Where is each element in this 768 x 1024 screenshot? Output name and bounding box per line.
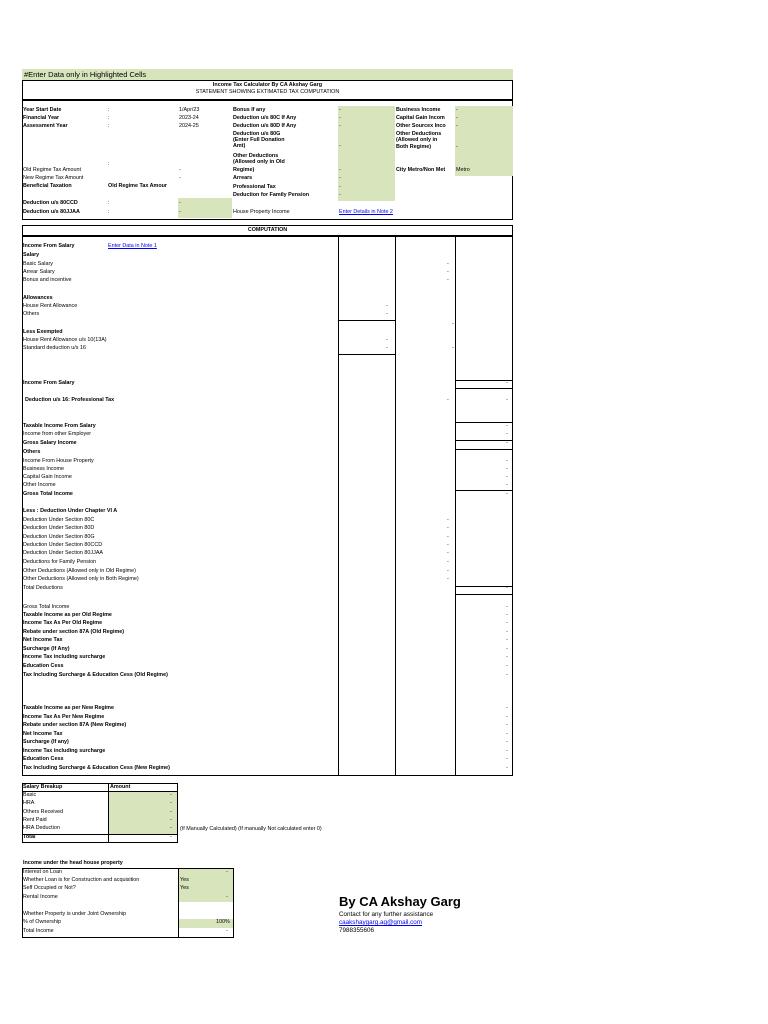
interest-label: Interest on Loan: [23, 869, 62, 875]
others-label: Others: [23, 311, 40, 317]
others-heading: Others: [23, 449, 41, 455]
cess-new-value: -: [506, 756, 508, 762]
cess-old-value: -: [506, 663, 508, 669]
gross-total-2-value: -: [506, 604, 508, 610]
final-new-label: Tax Including Surcharge & Education Cess (New Regime): [23, 765, 170, 771]
income-from-salary-heading: Income From Salary: [23, 243, 75, 249]
ded-80ccd-value: -: [179, 200, 181, 206]
house-property-income-value: -: [506, 458, 508, 464]
other-income-label: Other Income: [23, 482, 56, 488]
other-ded-both-label-3: Both Regime): [396, 144, 432, 150]
row-separator: [455, 440, 513, 441]
allowances-heading: Allowances: [23, 295, 53, 301]
bonus-label: Bonus If any: [233, 107, 266, 113]
d80d-label: Deduction u/s 80D If Any: [233, 123, 297, 129]
salary-breakup-value: -: [170, 817, 172, 823]
tax-old-label: Income Tax As Per Old Regime: [23, 620, 103, 626]
taxable-old-value: -: [506, 612, 508, 618]
taxable-new-value: -: [506, 705, 508, 711]
beneficial-label: Beneficial Taxation: [23, 183, 72, 189]
old-regime-label: Old Regime Tax Amount: [23, 167, 82, 173]
salary-breakup-row: HRA: [23, 800, 35, 806]
colon: :: [108, 161, 110, 167]
net-tax-new-value: -: [506, 731, 508, 737]
prof-tax-label: Professional Tax: [233, 184, 276, 190]
s80g-label: Deduction Under Section 80G: [23, 534, 95, 540]
gross-total-value: -: [506, 491, 508, 497]
other-sources-label: Other Sourcex Inco: [396, 123, 446, 129]
d80g-label-3: Amt): [233, 143, 246, 149]
gross-salary-value: -: [506, 440, 508, 446]
other-ded-label-3: Regime): [233, 167, 255, 173]
tax-new-value: -: [506, 714, 508, 720]
author-phone: 7988355606: [339, 927, 375, 934]
salary-breakup-row: HRA Deduction: [23, 825, 60, 831]
d80c-label: Deduction u/s 80C If Any: [233, 115, 297, 121]
new-regime-label: New Regime Tax Amount: [23, 175, 84, 181]
basic-salary-label: Basic Salary: [23, 261, 53, 267]
other-ded-both-label-2: (Allowed only in: [396, 137, 438, 143]
std-deduction-value: -: [386, 345, 388, 351]
other-sources-value: -: [456, 123, 458, 129]
other-old-value: -: [447, 568, 449, 574]
capital-gain-income-value: -: [506, 474, 508, 480]
salary-input-cells[interactable]: [109, 792, 177, 834]
salary-breakup-header-amount: Amount: [110, 784, 131, 790]
interest-value: -: [226, 869, 228, 875]
salary-breakup-value: -: [170, 809, 172, 815]
hra-exempt-value: -: [386, 337, 388, 343]
row-separator: [338, 320, 395, 321]
allowances-total: -: [452, 321, 454, 327]
capital-gain-value: -: [456, 115, 458, 121]
salary-breakup-value: -: [170, 800, 172, 806]
exempted-total: -: [452, 345, 454, 351]
business-label: Business Income: [396, 107, 441, 113]
s80c-label: Deduction Under Section 80C: [23, 517, 95, 523]
house-property-title: Income under the head house property: [23, 860, 123, 866]
surcharge-old-label: Surcharge (If Any): [23, 646, 70, 652]
business-value: -: [456, 107, 458, 113]
colon: :: [108, 209, 110, 215]
other-both-value: -: [447, 576, 449, 582]
net-tax-old-label: Net Income Tax: [23, 637, 63, 643]
taxable-old-label: Taxable Income as per Old Regime: [23, 612, 112, 618]
house-total-label: Total Income: [23, 928, 54, 934]
ded-80ccd-label: Deduction u/s 80CCD: [23, 200, 78, 206]
col-divider-1: [338, 236, 339, 776]
fam-pension-value: -: [447, 559, 449, 565]
house-property-link[interactable]: Enter Details in Note 2: [339, 209, 393, 215]
old-regime-value: -: [179, 167, 181, 173]
self-occupied-value[interactable]: Yes: [180, 885, 189, 891]
arrear-salary-label: Arrear Salary: [23, 269, 55, 275]
ownership-value[interactable]: 100%: [216, 919, 230, 925]
cess-old-label: Education Cess: [23, 663, 64, 669]
taxable-new-label: Taxable Income as per New Regime: [23, 705, 114, 711]
other-employer-value: -: [506, 431, 508, 437]
net-tax-old-value: -: [506, 637, 508, 643]
family-pension-label: Deduction for Family Pension: [233, 192, 310, 198]
hra-label: House Rent Allowance: [23, 303, 78, 309]
col-divider-2: [395, 236, 396, 776]
fam-pension-label: Deductions for Family Pension: [23, 559, 97, 565]
other-ded-label-2: (Allowed only in Old: [233, 159, 285, 165]
other-ded-value: -: [339, 167, 341, 173]
tax-incl-sur-old-label: Income Tax including surcharge: [23, 654, 106, 660]
hra-exempt-label: House Rent Allowance u/s 10(13A): [23, 337, 107, 343]
other-old-label: Other Deductions (Allowed only in Old Regime): [23, 568, 136, 574]
row-separator: [338, 354, 395, 355]
row-separator: [455, 422, 513, 423]
salary-breakup-value: -: [170, 792, 172, 798]
business-income-label: Business Income: [23, 466, 65, 472]
tax-incl-sur-new-label: Income Tax including surcharge: [23, 748, 106, 754]
bonus-incentive-value: -: [447, 277, 449, 283]
salary-breakup-header-label: Salary Breakup: [23, 784, 63, 790]
others-value: -: [386, 311, 388, 317]
arrears-value: -: [339, 175, 341, 181]
self-occupied-label: Self Occupied or Not?: [23, 885, 76, 891]
total-deductions-value: -: [506, 585, 508, 591]
new-regime-value: -: [179, 175, 181, 181]
surcharge-old-value: -: [506, 646, 508, 652]
rebate-new-value: -: [506, 722, 508, 728]
arrears-label: Arrears: [233, 175, 253, 181]
house-property-income-label: Income From House Property: [23, 458, 94, 464]
hra-value: -: [386, 303, 388, 309]
city-value[interactable]: Metro: [456, 167, 470, 173]
s80ccd-value: -: [447, 542, 449, 548]
gross-total-2-label: Gross Total Income: [23, 604, 70, 610]
capital-gain-label: Capital Gain Incom: [396, 115, 445, 121]
input-mid-column[interactable]: [338, 106, 395, 201]
d80g-label-2: (Enter Full Donation: [233, 137, 285, 143]
taxable-salary-label: Taxable Income From Salary: [23, 423, 96, 429]
ded-prof-tax-total: -: [506, 397, 508, 403]
cess-new-label: Education Cess: [23, 756, 64, 762]
s80jjaa-value: -: [447, 550, 449, 556]
less-exempted-heading: Less Exempted: [23, 329, 63, 335]
salary-total-line: [22, 834, 178, 835]
colon: :: [108, 200, 110, 206]
year-start-value: 1/Apr/23: [179, 107, 200, 113]
note1-link[interactable]: Enter Data in Note 1: [108, 243, 157, 249]
computation-title: COMPUTATION: [247, 227, 288, 233]
s80c-value: -: [447, 517, 449, 523]
house-property-label: House Property Income: [233, 209, 290, 215]
city-label: City Metro/Non Met: [396, 167, 446, 173]
input-80ccd[interactable]: [178, 198, 232, 208]
prof-tax-value: -: [339, 184, 341, 190]
colon: :: [108, 107, 110, 113]
loan-purpose-value[interactable]: Yes: [180, 877, 189, 883]
business-income-value: -: [506, 466, 508, 472]
loan-purpose-label: Whether Loan is for Construction and acquisition: [23, 877, 140, 883]
basic-salary-value: -: [447, 261, 449, 267]
salary-heading: Salary: [23, 252, 40, 258]
salary-breakup-row: Rent Paid: [23, 817, 47, 823]
s80ccd-label: Deduction Under Section 80CCD: [23, 542, 103, 548]
col-divider-3: [455, 236, 456, 776]
rental-value: -: [226, 894, 228, 900]
input-right-column[interactable]: [455, 106, 513, 176]
std-deduction-label: Standard deduction u/s 16: [23, 345, 86, 351]
author-email[interactable]: caakshaygarg.ag@gmail.com: [339, 919, 423, 926]
other-ded-both-value: -: [456, 144, 458, 150]
bonus-value: -: [339, 107, 341, 113]
ownership-label: % of Ownership: [23, 919, 62, 925]
final-old-value: -: [506, 672, 508, 678]
row-separator: [455, 380, 513, 381]
chapter-via-heading: Less : Deduction Under Chapter VI A: [23, 508, 118, 514]
capital-gain-income-label: Capital Gain Income: [23, 474, 72, 480]
salary-breakup-row: Others Received: [23, 809, 64, 815]
author-name: By CA Akshay Garg: [339, 894, 461, 909]
computation-box: [22, 236, 513, 776]
income-from-salary-total-label: Income From Salary: [23, 380, 75, 386]
ded-80jjaa-value: -: [179, 209, 181, 215]
ay-label: Assessment Year: [23, 123, 68, 129]
final-new-value: -: [506, 765, 508, 771]
other-income-value: -: [506, 482, 508, 488]
other-employer-label: Income from other Employer: [23, 431, 92, 437]
other-ded-label-1: Other Deductions: [233, 153, 279, 159]
fy-label: Financial Year: [23, 115, 60, 121]
page-title: Income Tax Calculator By CA Akshay Garg: [212, 82, 323, 88]
ded-prof-tax-label: Deduction u/s 16: Professional Tax: [25, 397, 115, 403]
salary-breakup-total-value: -: [170, 834, 172, 840]
ded-80jjaa-label: Deduction u/s 80JJAA: [23, 209, 80, 215]
page-subtitle: STATEMENT SHOWING EXTIMATED TAX COMPUTATION: [195, 89, 340, 95]
family-pension-value: -: [339, 192, 341, 198]
bonus-incentive-label: Bonus and incentive: [23, 277, 72, 283]
final-old-label: Tax Including Surcharge & Education Cess (Old Regime): [23, 672, 168, 678]
joint-label: Whether Property is under Joint Ownership: [23, 911, 127, 917]
row-separator: [455, 490, 513, 491]
row-separator: [455, 586, 513, 587]
colon: :: [108, 115, 110, 121]
taxable-salary-value: -: [506, 423, 508, 429]
d80g-label-1: Deduction u/s 80G: [233, 131, 281, 137]
salary-breakup-row: Basic: [23, 792, 37, 798]
tax-incl-sur-old-value: -: [506, 654, 508, 660]
gross-salary-label: Gross Salary Income: [23, 440, 77, 446]
rebate-old-value: -: [506, 629, 508, 635]
s80jjaa-label: Deduction Under Section 80JJAA: [23, 550, 104, 556]
d80c-value: -: [339, 115, 341, 121]
income-from-salary-total-value: -: [506, 380, 508, 386]
instruction-banner-text: #Enter Data only in Highlighted Cells: [24, 70, 147, 79]
tax-new-label: Income Tax As Per New Regime: [23, 714, 105, 720]
salary-breakup-total-label: Total: [23, 834, 36, 840]
rental-label: Rental Income: [23, 894, 58, 900]
fy-value: 2023-24: [179, 115, 199, 121]
net-tax-new-label: Net Income Tax: [23, 731, 63, 737]
beneficial-value: Old Regime Tax Amour: [108, 183, 168, 189]
s80g-value: -: [447, 534, 449, 540]
surcharge-new-value: -: [506, 739, 508, 745]
other-both-label: Other Deductions (Allowed only in Both Regime): [23, 576, 139, 582]
gross-total-label: Gross Total Income: [23, 491, 73, 497]
total-deductions-label: Total Deductions: [23, 585, 63, 591]
rebate-old-label: Rebate under section 87A (Old Regime): [23, 629, 125, 635]
row-separator: [455, 449, 513, 450]
row-separator: [455, 388, 513, 389]
s80d-value: -: [447, 525, 449, 531]
tax-old-value: -: [506, 620, 508, 626]
author-contact: Contact for any further assistance: [339, 911, 434, 918]
s80d-label: Deduction Under Section 80D: [23, 525, 95, 531]
rebate-new-label: Rebate under section 87A (New Regime): [23, 722, 127, 728]
row-separator: [455, 594, 513, 595]
year-start-label: Year Start Date: [23, 107, 62, 113]
input-80jjaa[interactable]: [178, 208, 232, 218]
tax-incl-sur-new-value: -: [506, 748, 508, 754]
d80d-value: -: [339, 123, 341, 129]
colon: :: [108, 123, 110, 129]
salary-breakup-value: -: [170, 825, 172, 831]
ded-prof-tax-value: -: [447, 397, 449, 403]
surcharge-new-label: Surcharge (If any): [23, 739, 69, 745]
d80g-value: -: [339, 143, 341, 149]
ay-value: 2024-25: [179, 123, 199, 129]
other-ded-both-label-1: Other Deductions: [396, 131, 442, 137]
house-total-value: -: [226, 928, 228, 934]
arrear-salary-value: -: [447, 269, 449, 275]
hra-note: (If Manually Calculated) (If manually Not calculated enter 0): [180, 826, 322, 832]
